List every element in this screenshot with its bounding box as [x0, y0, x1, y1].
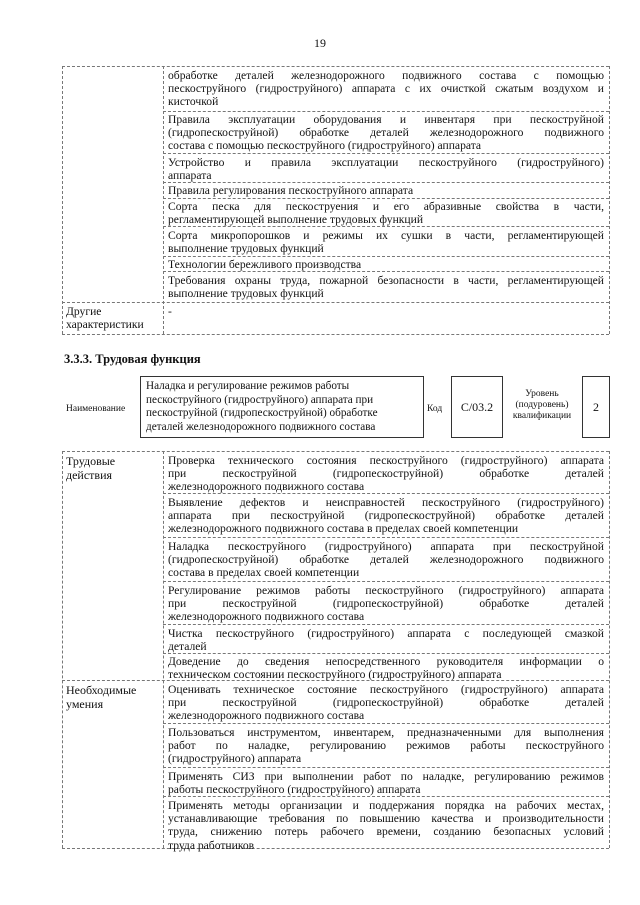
table-row: [168, 683, 604, 723]
cell-line: Оценивать техническое состояние пескоструйного (гидроструйного) аппарата: [168, 683, 604, 696]
table-row: [168, 799, 604, 852]
table-row: [168, 184, 604, 197]
cell-line: аппарата при пескоструйной (гидропескоструйной) обработке деталей: [168, 509, 604, 523]
cell-line: Применять СИЗ при выполнении работ по наладке, регулированию режимов: [168, 770, 604, 783]
table-row: [168, 258, 604, 271]
cell-line: пескоструйного (гидроструйного) аппарата с их очисткой сжатым воздухом и: [168, 82, 604, 96]
cell-line: Чистка пескоструйного (гидроструйного) аппарата с последующей смазкой: [168, 627, 604, 640]
cell-line: труда работников: [168, 838, 255, 852]
row-divider: [163, 256, 609, 257]
table-row: [168, 200, 604, 226]
cell-line: работ по наладке, регулированию режимов работы пескоструйного: [168, 739, 604, 753]
table-border: [62, 451, 609, 452]
name-line: пескоструйного (гидроструйного) аппарата при: [146, 393, 374, 406]
code-value: C/03.2: [460, 400, 494, 414]
table-row: [168, 274, 604, 300]
other-characteristics-label: [66, 305, 161, 331]
table-row: [168, 770, 604, 796]
qualification-level-label: [502, 389, 582, 422]
row-divider: [163, 111, 609, 112]
table-border: [62, 66, 609, 67]
other-characteristics-value: -: [168, 305, 172, 318]
cell-line: труда, снижению потерь рабочего времени, созданию безопасных условий: [168, 825, 604, 839]
cell-line: Устройство и правила эксплуатации пескоструйного (гидроструйного): [168, 156, 604, 169]
cell-line: Сорта песка для пескоструения и его абразивные свойства в части,: [168, 200, 604, 213]
cell-line: железнодорожного подвижного состава: [168, 709, 365, 723]
cell-line: (гидроструйного) аппарата: [168, 752, 302, 766]
cell-line: состава в пределах своей компетенции: [168, 566, 360, 580]
cell-line: железнодорожного подвижного состава: [168, 610, 365, 624]
label-line: Другие: [66, 305, 102, 318]
row-divider: [163, 153, 609, 154]
cell-line: регламентирующей выполнение трудовых функций: [168, 213, 424, 227]
table-border: [609, 451, 610, 848]
row-divider: [62, 302, 609, 303]
cell-line: (гидропескоструйной) обработке деталей железнодорожного подвижного: [168, 126, 604, 140]
cell-line: Регулирование режимов работы пескоструйного (гидроструйного) аппарата: [168, 584, 604, 597]
level-value: 2: [593, 400, 599, 414]
function-name-box: [140, 376, 424, 438]
cell-line: выполнение трудовых функций: [168, 242, 324, 256]
section-title: 3.3.3. Трудовая функция: [64, 352, 201, 366]
cell-line: состава с помощью пескоструйного (гидроструйного) аппарата: [168, 139, 482, 153]
cell-line: Наладка пескоструйного (гидроструйного) аппарата при пескоструйной: [168, 540, 604, 553]
cell-line: Требования охраны труда, пожарной безопасности в части, регламентирующей: [168, 274, 604, 287]
code-box: [451, 376, 503, 438]
table-border: [62, 66, 63, 334]
labor-actions-label: [66, 454, 161, 482]
table-row: [168, 69, 604, 109]
table-row: [168, 454, 604, 494]
row-divider: [163, 624, 609, 625]
row-divider: [163, 767, 609, 768]
cell-line: при пескоструйной (гидропескоструйной) обработке деталей: [168, 467, 604, 481]
cell-line: кисточкой: [168, 95, 219, 109]
table-border: [609, 66, 610, 334]
cell-line: (гидропескоструйной) обработке деталей железнодорожного подвижного: [168, 553, 604, 567]
table-row: [168, 726, 604, 766]
table-row: [168, 156, 604, 182]
table-row: [168, 113, 604, 153]
name-line: Наладка и регулирование режимов работы: [146, 380, 350, 392]
code-label: Код: [427, 404, 443, 414]
cell-line: выполнение трудовых функций: [168, 287, 324, 301]
name-line: пескоструйной (гидропескоструйной) обработке: [146, 407, 378, 419]
label-line: умения: [66, 697, 104, 711]
label-line: Необходимые: [66, 683, 137, 697]
table-border: [62, 451, 63, 848]
table-row: [168, 496, 604, 536]
cell-line: Правила регулирования пескоструйного аппарата: [168, 184, 414, 197]
cell-line: техническом состоянии пескоструйного (гидроструйного) аппарата: [168, 668, 502, 682]
cell-line: Технологии бережливого производства: [168, 258, 362, 271]
table-row: [168, 229, 604, 255]
cell-line: Сорта микропорошков и режимы их сушки в части, регламентирующей: [168, 229, 604, 242]
row-divider: [163, 581, 609, 582]
table-border: [163, 66, 164, 334]
required-skills-label: [66, 683, 161, 711]
table-border: [62, 334, 609, 335]
cell-line: при пескоструйной (гидропескоструйной) обработке деталей: [168, 597, 604, 611]
row-divider: [163, 198, 609, 199]
cell-line: при пескоструйной (гидропескоструйной) обработке деталей: [168, 696, 604, 710]
label-line: характеристики: [66, 318, 144, 332]
row-divider: [163, 537, 609, 538]
label-line: Уровень: [525, 389, 559, 399]
cell-line: обработке деталей железнодорожного подвижного состава с помощью: [168, 69, 604, 82]
table-border: [163, 451, 164, 848]
cell-line: работы пескоструйного (гидроструйного) аппарата: [168, 783, 421, 797]
table-row: [168, 627, 604, 653]
function-name: [146, 380, 420, 434]
label-line: квалификации: [512, 411, 572, 421]
page-number: 19: [314, 36, 326, 50]
table-row: [168, 540, 604, 580]
cell-line: Выявление дефектов и неисправностей пескоструйного (гидроструйного): [168, 496, 604, 509]
cell-line: железнодорожного подвижного состава: [168, 480, 365, 494]
row-divider: [163, 723, 609, 724]
name-line: деталей железнодорожного подвижного состава: [146, 420, 376, 433]
table-row: [168, 655, 604, 681]
cell-line: деталей: [168, 640, 207, 654]
label-line: (подуровень): [515, 400, 569, 410]
cell-line: Пользоваться инструментом, инвентарем, предназначенными для выполнения: [168, 726, 604, 739]
label-line: действия: [66, 468, 113, 482]
level-box: [582, 376, 610, 438]
table-row: [168, 584, 604, 624]
name-label: Наименование: [66, 404, 126, 414]
cell-line: Правила эксплуатации оборудования и инвентаря при пескоструйной: [168, 113, 604, 126]
cell-line: Проверка технического состояния пескоструйного (гидроструйного) аппарата: [168, 454, 604, 467]
cell-line: аппарата: [168, 169, 212, 183]
cell-line: железнодорожного подвижного состава в пределах своей компетенции: [168, 522, 519, 536]
label-line: Трудовые: [66, 454, 116, 468]
cell-line: Доведение до сведения непосредственного руководителя информации о: [168, 655, 604, 668]
cell-line: Применять методы организации и поддержания порядка на рабочих местах,: [168, 799, 604, 812]
cell-line: устанавливающие требования по повышению качества и производительности: [168, 812, 604, 826]
